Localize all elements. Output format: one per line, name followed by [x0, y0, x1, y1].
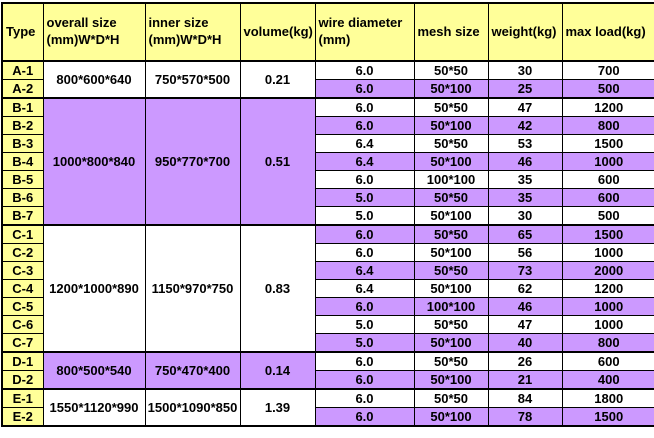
mesh-size-cell: 50*100 — [414, 117, 488, 135]
wire-diameter-cell: 5.0 — [315, 207, 414, 226]
max-load-cell: 1000 — [562, 298, 654, 316]
wire-diameter-cell: 6.0 — [315, 98, 414, 117]
mesh-size-cell: 50*50 — [414, 352, 488, 371]
table-row — [2, 61, 654, 80]
wire-diameter-cell: 6.0 — [315, 408, 414, 427]
wire-diameter-cell: 6.4 — [315, 280, 414, 298]
max-load-cell: 600 — [562, 189, 654, 207]
weight-cell: 56 — [488, 244, 562, 262]
max-load-cell: 500 — [562, 207, 654, 226]
weight-cell: 46 — [488, 153, 562, 171]
max-load-cell: 800 — [562, 117, 654, 135]
overall-size-cell: 800*500*540 — [43, 352, 145, 389]
wire-diameter-cell: 5.0 — [315, 334, 414, 353]
type-cell: B-5 — [2, 171, 43, 189]
volume-cell: 0.14 — [240, 352, 315, 389]
wire-diameter-cell: 6.0 — [315, 117, 414, 135]
mesh-size-cell: 50*50 — [414, 262, 488, 280]
max-load-cell: 1800 — [562, 389, 654, 408]
column-header-overall-size: overall size (mm)W*D*H — [43, 3, 145, 61]
column-header-mesh-size: mesh size — [414, 3, 488, 61]
column-header-weight: weight(kg) — [488, 3, 562, 61]
wire-diameter-cell: 5.0 — [315, 189, 414, 207]
type-cell: C-1 — [2, 225, 43, 244]
weight-cell: 53 — [488, 135, 562, 153]
weight-cell: 25 — [488, 80, 562, 99]
weight-cell: 42 — [488, 117, 562, 135]
weight-cell: 47 — [488, 98, 562, 117]
column-header-max-load: max load(kg) — [562, 3, 654, 61]
inner-size-cell: 1150*970*750 — [145, 225, 240, 352]
inner-size-cell: 950*770*700 — [145, 98, 240, 225]
max-load-cell: 500 — [562, 80, 654, 99]
overall-size-cell: 1550*1120*990 — [43, 389, 145, 426]
max-load-cell: 1000 — [562, 153, 654, 171]
weight-cell: 46 — [488, 298, 562, 316]
mesh-size-cell: 50*50 — [414, 98, 488, 117]
wire-diameter-cell: 6.0 — [315, 244, 414, 262]
header-row — [2, 3, 654, 61]
max-load-cell: 1000 — [562, 244, 654, 262]
volume-cell: 1.39 — [240, 389, 315, 426]
inner-size-cell: 750*470*400 — [145, 352, 240, 389]
type-cell: B-1 — [2, 98, 43, 117]
overall-size-cell: 1200*1000*890 — [43, 225, 145, 352]
mesh-size-cell: 50*50 — [414, 389, 488, 408]
type-cell: B-3 — [2, 135, 43, 153]
type-cell: B-2 — [2, 117, 43, 135]
type-cell: B-6 — [2, 189, 43, 207]
wire-diameter-cell: 6.0 — [315, 371, 414, 390]
wire-diameter-cell: 6.0 — [315, 352, 414, 371]
max-load-cell: 800 — [562, 334, 654, 353]
max-load-cell: 600 — [562, 171, 654, 189]
type-cell: E-2 — [2, 408, 43, 427]
mesh-size-cell: 50*100 — [414, 371, 488, 390]
wire-diameter-cell: 6.0 — [315, 389, 414, 408]
type-cell: C-2 — [2, 244, 43, 262]
mesh-size-cell: 50*50 — [414, 189, 488, 207]
type-cell: B-7 — [2, 207, 43, 226]
table-row — [2, 389, 654, 408]
type-cell: C-5 — [2, 298, 43, 316]
product-spec-table — [1, 2, 654, 427]
wire-diameter-cell: 6.4 — [315, 262, 414, 280]
mesh-size-cell: 100*100 — [414, 171, 488, 189]
inner-size-cell: 750*570*500 — [145, 61, 240, 98]
type-cell: C-6 — [2, 316, 43, 334]
column-header-type: Type — [2, 3, 43, 61]
max-load-cell: 1200 — [562, 98, 654, 117]
column-header-volume: volume(kg) — [240, 3, 315, 61]
wire-diameter-cell: 6.0 — [315, 171, 414, 189]
overall-size-cell: 800*600*640 — [43, 61, 145, 98]
weight-cell: 40 — [488, 334, 562, 353]
type-cell: C-7 — [2, 334, 43, 353]
column-header-inner-size: inner size (mm)W*D*H — [145, 3, 240, 61]
weight-cell: 84 — [488, 389, 562, 408]
mesh-size-cell: 50*50 — [414, 316, 488, 334]
wire-diameter-cell: 6.0 — [315, 298, 414, 316]
mesh-size-cell: 50*50 — [414, 61, 488, 80]
weight-cell: 65 — [488, 225, 562, 244]
volume-cell: 0.51 — [240, 98, 315, 225]
weight-cell: 62 — [488, 280, 562, 298]
wire-diameter-cell: 6.0 — [315, 61, 414, 80]
weight-cell: 30 — [488, 61, 562, 80]
type-cell: D-2 — [2, 371, 43, 390]
wire-diameter-cell: 5.0 — [315, 316, 414, 334]
weight-cell: 26 — [488, 352, 562, 371]
volume-cell: 0.21 — [240, 61, 315, 98]
mesh-size-cell: 50*100 — [414, 80, 488, 99]
type-cell: A-2 — [2, 80, 43, 99]
type-cell: C-4 — [2, 280, 43, 298]
mesh-size-cell: 50*100 — [414, 207, 488, 226]
mesh-size-cell: 50*50 — [414, 225, 488, 244]
overall-size-cell: 1000*800*840 — [43, 98, 145, 225]
max-load-cell: 1500 — [562, 135, 654, 153]
type-cell: A-1 — [2, 61, 43, 80]
wire-diameter-cell: 6.4 — [315, 135, 414, 153]
wire-diameter-cell: 6.0 — [315, 80, 414, 99]
table-row — [2, 98, 654, 117]
mesh-size-cell: 50*50 — [414, 135, 488, 153]
wire-diameter-cell: 6.0 — [315, 225, 414, 244]
weight-cell: 47 — [488, 316, 562, 334]
weight-cell: 21 — [488, 371, 562, 390]
mesh-size-cell: 50*100 — [414, 334, 488, 353]
type-cell: D-1 — [2, 352, 43, 371]
mesh-size-cell: 50*100 — [414, 244, 488, 262]
mesh-size-cell: 50*100 — [414, 153, 488, 171]
mesh-size-cell: 50*100 — [414, 408, 488, 427]
wire-diameter-cell: 6.4 — [315, 153, 414, 171]
type-cell: C-3 — [2, 262, 43, 280]
table-row — [2, 225, 654, 244]
column-header-wire-diameter: wire diameter (mm) — [315, 3, 414, 61]
max-load-cell: 2000 — [562, 262, 654, 280]
max-load-cell: 600 — [562, 352, 654, 371]
weight-cell: 73 — [488, 262, 562, 280]
type-cell: B-4 — [2, 153, 43, 171]
volume-cell: 0.83 — [240, 225, 315, 352]
weight-cell: 35 — [488, 171, 562, 189]
max-load-cell: 1500 — [562, 225, 654, 244]
max-load-cell: 1500 — [562, 408, 654, 427]
mesh-size-cell: 100*100 — [414, 298, 488, 316]
weight-cell: 35 — [488, 189, 562, 207]
weight-cell: 78 — [488, 408, 562, 427]
max-load-cell: 1000 — [562, 316, 654, 334]
max-load-cell: 1200 — [562, 280, 654, 298]
table-row — [2, 352, 654, 371]
max-load-cell: 700 — [562, 61, 654, 80]
type-cell: E-1 — [2, 389, 43, 408]
mesh-size-cell: 50*100 — [414, 280, 488, 298]
inner-size-cell: 1500*1090*850 — [145, 389, 240, 426]
weight-cell: 30 — [488, 207, 562, 226]
max-load-cell: 400 — [562, 371, 654, 390]
